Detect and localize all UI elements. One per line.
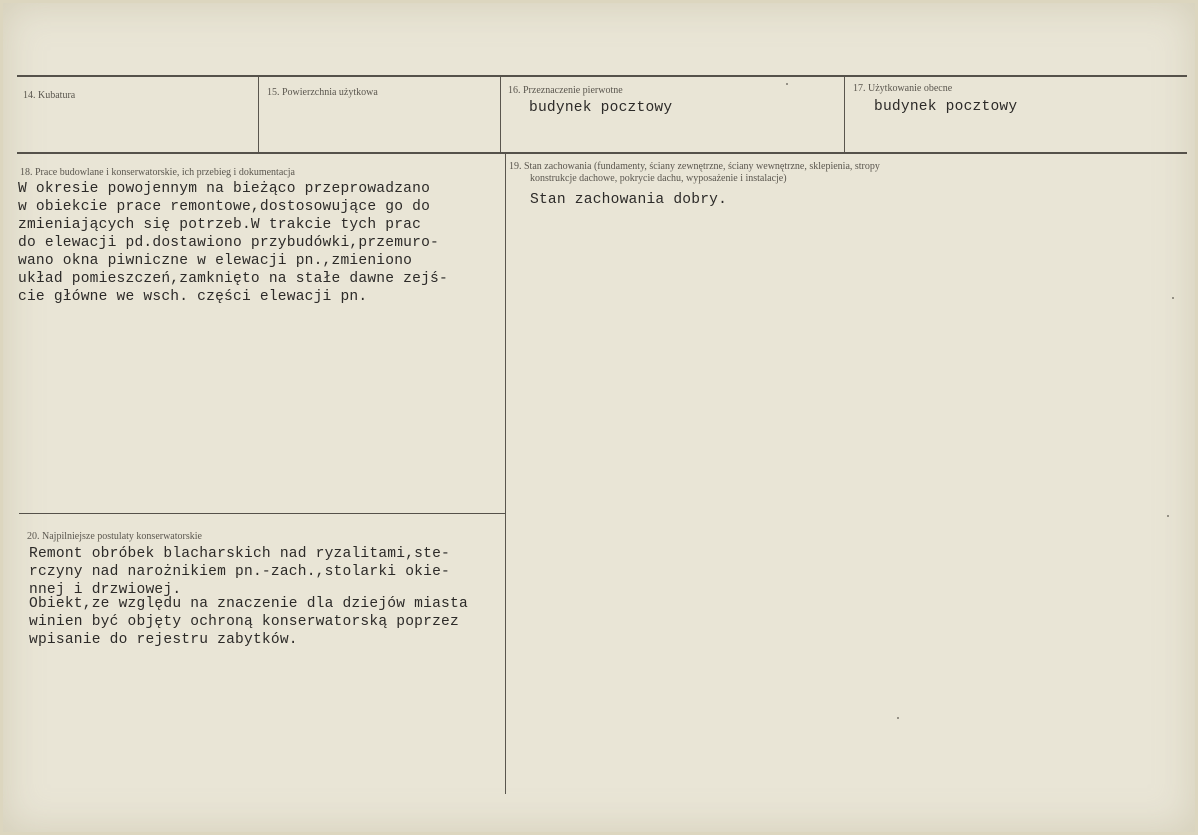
paper-speck — [1172, 297, 1174, 299]
field-20-line: Obiekt,ze względu na znaczenie dla dziejów miasta — [29, 596, 468, 612]
field-20-line: winien być objęty ochroną konserwatorską poprzez — [29, 614, 459, 630]
field-18-line: W okresie powojennym na bieżąco przeprowadzano — [18, 181, 431, 197]
field-19-label-continued: konstrukcje dachowe, pokrycie dachu, wyposażenie i instalacje) — [530, 173, 787, 184]
field-18-line: układ pomieszczeń,zamknięto na stałe dawne zejś- — [18, 271, 448, 287]
field-18-line: w obiekcie prace remontowe,dostosowujące go do — [18, 199, 431, 215]
field-17-label: 17. Użytkowanie obecne — [853, 83, 953, 94]
field-20-line: wpisanie do rejestru zabytków. — [29, 632, 298, 648]
paper-speck — [897, 717, 899, 719]
paper-speck — [1167, 515, 1169, 517]
field-18-label: 18. Prace budowlane i konserwatorskie, ich przebieg i dokumentacja — [20, 167, 295, 178]
divider-16-17 — [844, 77, 845, 152]
divider-14-15 — [258, 77, 259, 152]
field-15-label: 15. Powierzchnia użytkowa — [267, 87, 378, 98]
field-16-value: budynek pocztowy — [529, 100, 673, 116]
field-19-label: 19. Stan zachowania (fundamenty, ściany zewnętrzne, ściany wewnętrzne, sklepienia, stropy — [509, 161, 880, 172]
top-rule — [17, 75, 1187, 77]
field-18-line: zmieniających się potrzeb.W trakcie tych prac — [18, 217, 422, 233]
field-20-line: Remont obróbek blacharskich nad ryzalitami,ste- — [29, 546, 451, 562]
paper-speck — [786, 83, 788, 85]
field-20-line: rczyny nad narożnikiem pn.-zach.,stolarki okie- — [29, 564, 451, 580]
divider-left-right — [505, 154, 506, 794]
middle-rule — [17, 152, 1187, 154]
field-19-value: Stan zachowania dobry. — [530, 192, 728, 208]
field-14-label: 14. Kubatura — [23, 90, 76, 101]
field-18-line: wano okna piwniczne w elewacji pn.,zmieniono — [18, 253, 413, 269]
field-17-value: budynek pocztowy — [874, 99, 1018, 115]
divider-15-16 — [500, 77, 501, 152]
record-card — [3, 3, 1195, 832]
field-16-label: 16. Przeznaczenie pierwotne — [508, 85, 623, 96]
field-20-line: nnej i drzwiowej. — [29, 582, 182, 598]
field-20-label: 20. Najpilniejsze postulaty konserwatorskie — [27, 531, 202, 542]
field-18-line: cie główne we wsch. części elewacji pn. — [18, 289, 368, 305]
section-20-rule — [19, 513, 505, 514]
field-18-line: do elewacji pd.dostawiono przybudówki,przemuro- — [18, 235, 440, 251]
